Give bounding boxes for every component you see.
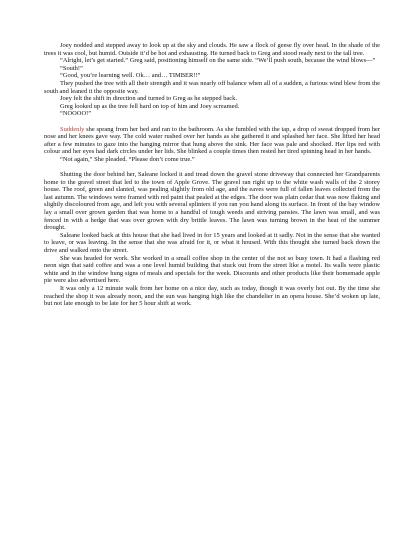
paragraph: Saleane looked back at this house that she had lived in for 15 years and looked at it sadly. Not in the sense that she wanted to leave, or was leaving. In the sense that she was afraid for it, or what it housed. With this thought she turned back down the drive and walked onto the street.	[44, 231, 380, 255]
story-text	[44, 42, 380, 308]
paragraph: They pushed the tree with all their strength and it was nearly off balance when all of a sudden, a furious wind blew from the south and leaned it the opposite way.	[44, 79, 380, 95]
scene-house	[44, 171, 380, 308]
section-break	[44, 164, 380, 172]
paragraph: “NOOOO!”	[60, 110, 92, 118]
paragraph: Greg looked up as the tree fell hard on top of him and Joey screamed.	[60, 102, 240, 110]
paragraph: Joey felt the shift in direction and turned to Greg as he stepped back.	[60, 95, 237, 103]
paragraph: She was headed for work. She worked in a small coffee shop in the center of the not so busy town. It had a flashing red neon sign that said coffee and was a one level humid building that stuck out from the street like a motel. Its walls were plastic white and in the window hung signs of meals and specials for the week. Discounts and other products like their homemade apple pie were also advertised here.	[44, 254, 380, 285]
paragraph: “Good, you’re learning well. Ok… and… TIMBER!!”	[60, 72, 201, 80]
scene-bathroom	[44, 126, 380, 164]
scene-tree-felling	[44, 42, 380, 118]
paragraph	[44, 126, 380, 156]
paragraph: “Alright, let’s get started.” Greg said, positioning himself on the same side. “We’ll push south, because the wind blows—”	[60, 57, 376, 65]
paragraph: Joey nodded and stepped away to look up at the sky and clouds. He saw a flock of geese fly over head. In the shade of the trees it was cool, but humid. Outside it’d be hot and exhausting. He turned back to Greg and stood ready next to the tall tree.	[44, 42, 380, 57]
paragraph: It was only a 12 minute walk from her home on a nice day, such as today, though it was overly hot out. By the time she reached the shop it was already noon, and the sun was hanging high like the chandelier in an opera house. She’d woken up late, but not late enough to be late for her 5 hour shift at work.	[44, 285, 380, 308]
paragraph: Shutting the door behind her, Saleane locked it and tread down the gravel stone driveway that connected her Grandparents home to the gravel street that led to the town of Apple Grove. The gravel ran right up to the white wash walls of the 2 storey house. The roof, green and slanted, was pealing slightly from old age, and the eaves were full of fallen leaves collected from the last autumn. The windows were framed with red paint that pealed at the edges. The door was plain cedar that was now flaking and slightly discoloured from age, and left you with several splinters if you ran you hand along its surface. In front of the bay window lay a small over grown garden that was home to a handful of tough weeds and striving pansies. The lawn was small, and was fenced in with a hedge that was over grown with dry brittle leaves. The lawn was turning brown in the heat of the summer drought.	[44, 171, 380, 232]
section-break	[44, 118, 380, 126]
paragraph-text: she sprang from her bed and ran to the bathroom. As she fumbled with the tap, a drop of sweat dropped from her nose and her knees gave way. The cold water rushed over her hands as she gathered it and splashed her face. She lifted her head after a few minutes to gaze into the hanging mirror that hung above the sink. Her face was pale and shocked. Her lips red with colour and her eyes had dark circles under her lids. She blinked a couple times then rested her tired spinning head in her hands.	[44, 125, 380, 156]
paragraph: “Not again,” She pleaded. “Please don’t come true.”	[60, 155, 195, 163]
paragraph: “South!”	[60, 64, 83, 72]
highlighted-word: Suddenly	[60, 125, 85, 133]
